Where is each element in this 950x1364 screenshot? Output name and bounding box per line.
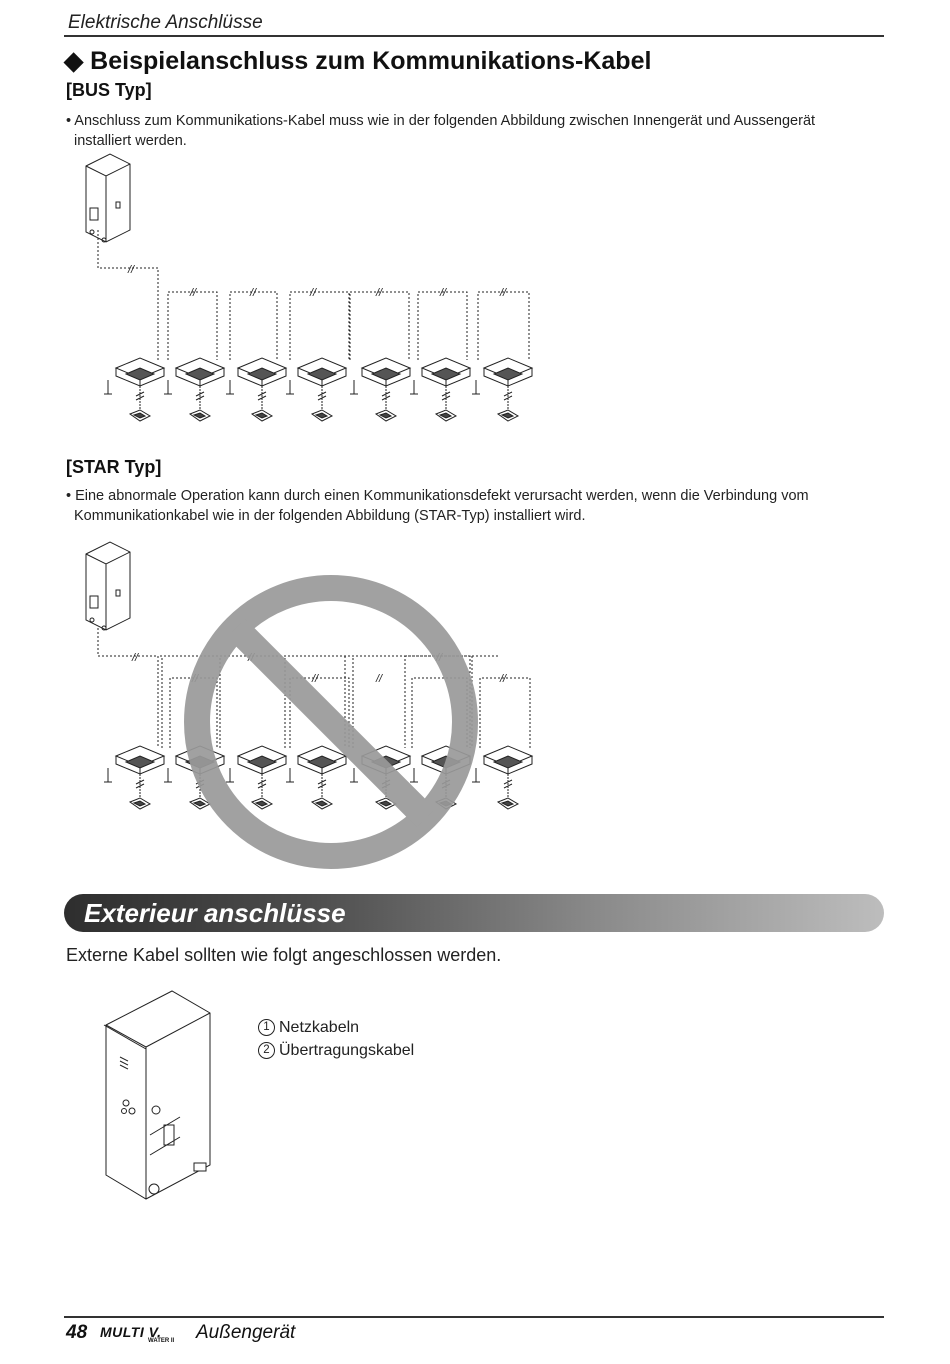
- svg-text://: //: [500, 287, 507, 299]
- svg-text://: //: [310, 287, 317, 299]
- legend-item: [258, 1016, 414, 1039]
- star-heading: [STAR Typ]: [66, 457, 162, 477]
- outdoor-unit-icon: [86, 542, 130, 630]
- svg-text://: //: [190, 287, 197, 299]
- bus-heading: [BUS Typ]: [66, 80, 152, 100]
- header-rule: [64, 35, 884, 37]
- footer-label: Außengerät: [196, 1322, 296, 1343]
- indoor-unit-icon: [286, 358, 346, 421]
- indoor-unit-icon: [410, 358, 470, 421]
- indoor-unit-icon: [226, 358, 286, 421]
- header-title: Elektrische Anschlüsse: [68, 12, 263, 33]
- legend-number-1: 1: [258, 1019, 275, 1036]
- bus-diagram: [60, 150, 560, 435]
- indoor-unit-icon: [164, 358, 224, 421]
- cable-legend: [258, 1016, 414, 1062]
- legend-label-power-cable: Netzkabeln: [279, 1019, 360, 1036]
- indoor-unit-icon: [472, 746, 532, 809]
- svg-text://: //: [132, 652, 139, 664]
- svg-text://: //: [376, 287, 383, 299]
- svg-text://: //: [440, 287, 447, 299]
- indoor-unit-icon: [472, 358, 532, 421]
- outdoor-unit-diagram: [100, 985, 220, 1205]
- svg-text://: //: [376, 673, 383, 685]
- svg-text://: //: [312, 673, 319, 685]
- indoor-unit-icon: [104, 358, 164, 421]
- indoor-unit-icon: [350, 358, 410, 421]
- indoor-unit-icon: [104, 746, 164, 809]
- legend-label-transmission-cable: Übertragungskabel: [279, 1042, 415, 1059]
- indoor-unit-icon: [286, 746, 346, 809]
- svg-text://: //: [128, 264, 135, 276]
- svg-text://: //: [500, 673, 507, 685]
- brand-sub: WATER II: [148, 1338, 175, 1344]
- svg-text://: //: [192, 673, 199, 685]
- legend-item: [258, 1039, 414, 1062]
- bus-text: • Anschluss zum Kommunikations-Kabel muss wie in der folgenden Abbildung zwischen Innengerät und Aussengerät installiert werden.: [66, 113, 816, 149]
- svg-text://: //: [248, 652, 255, 664]
- section-banner: [64, 894, 884, 932]
- legend-number-2: 2: [258, 1042, 275, 1059]
- svg-text://: //: [436, 652, 443, 664]
- banner-title: Exterieur anschlüsse: [84, 898, 346, 928]
- svg-text://: //: [250, 287, 257, 299]
- page-number: 48: [66, 1322, 88, 1343]
- brand-logo: MULTI V.: [100, 1324, 162, 1340]
- prohibition-icon: [197, 588, 465, 856]
- section-title: ◆ Beispielanschluss zum Kommunikations-Kabel: [64, 47, 652, 75]
- footer-rule: [64, 1316, 884, 1318]
- outdoor-unit-icon: [86, 154, 130, 242]
- star-text: • Eine abnormale Operation kann durch einen Kommunikationsdefekt verursacht werden, wenn die Verbindung vom Kommunikationkabel wie in der folgenden Abbildung (STAR-Typ) installiert wird.: [66, 488, 809, 524]
- exterior-intro: Externe Kabel sollten wie folgt angeschlossen werden.: [66, 945, 502, 965]
- star-diagram: [60, 538, 560, 878]
